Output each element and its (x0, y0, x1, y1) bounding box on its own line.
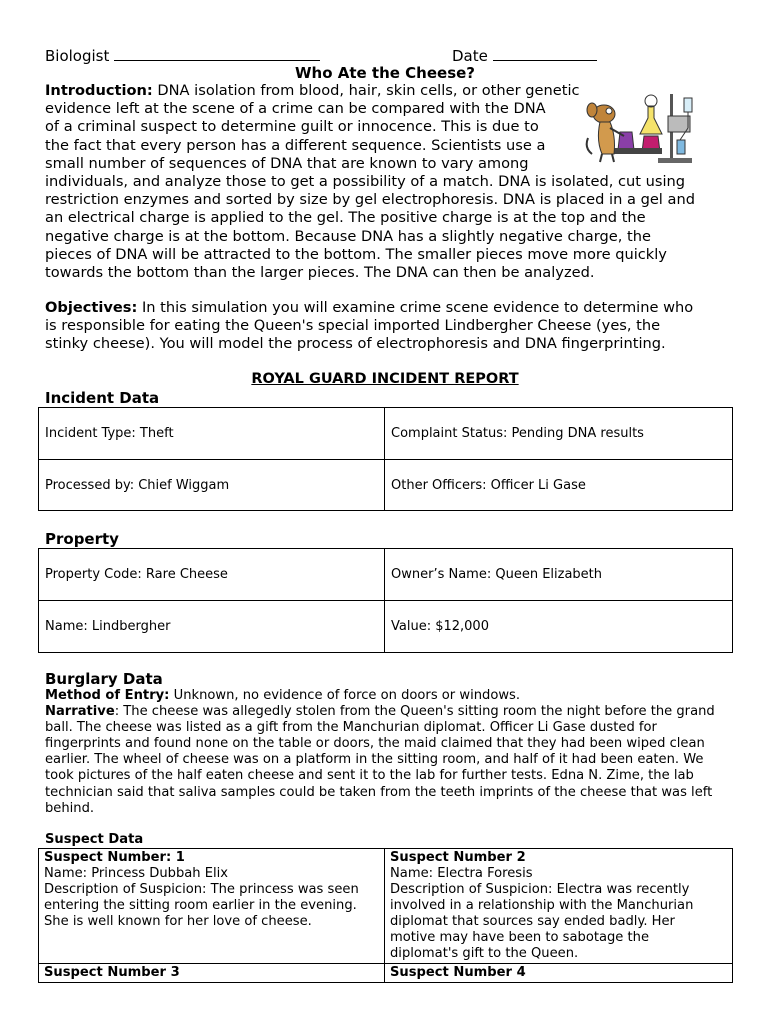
objectives-paragraph (45, 299, 745, 354)
objectives-line: In this simulation you will examine crime scene evidence to determine who (141, 299, 694, 316)
suspect-line: involved in a relationship with the Manchurian (390, 898, 694, 913)
intro-line: individuals, and analyze those to get a possibility of a match. DNA is isolated, cut using (45, 173, 686, 191)
method-label: Method of Entry: (45, 688, 170, 703)
page-title: Who Ate the Cheese? (294, 64, 475, 82)
table-row (39, 408, 733, 460)
intro-line: an electrical charge is applied to the gel. The positive charge is at the top and the (45, 209, 646, 227)
date-blank[interactable] (493, 46, 597, 61)
suspect-3-cell (39, 964, 385, 983)
biologist-field (45, 46, 320, 65)
intro-line: small number of sequences of DNA that are known to vary among (45, 154, 529, 172)
narrative-line: ball. The cheese was listed as a gift from the Manchurian diplomat. Officer Li Gase dusted for (45, 720, 657, 736)
burglary-paragraph (45, 688, 745, 817)
objectives-label: Objectives: (45, 299, 138, 316)
processed-by-cell: Processed by: Chief Wiggam (39, 460, 385, 511)
suspect-line: entering the sitting room earlier in the evening. (44, 898, 357, 913)
burglary-data-heading: Burglary Data (45, 670, 163, 688)
complaint-status-cell: Complaint Status: Pending DNA results (385, 408, 733, 460)
objectives-line: stinky cheese). You will model the process of electrophoresis and DNA fingerprinting. (45, 335, 666, 353)
intro-line: pieces of DNA will be attracted to the bottom. The smaller pieces move more quickly (45, 245, 667, 263)
incident-type-cell: Incident Type: Theft (39, 408, 385, 460)
suspect-line: motive may have been to sabotage the (390, 930, 650, 945)
suspect-3-title: Suspect Number 3 (44, 965, 180, 980)
suspect-line: diplomat that sources say ended badly. Her (390, 914, 675, 929)
suspect-4-title: Suspect Number 4 (390, 965, 526, 980)
method-text: Unknown, no evidence of force on doors or windows. (173, 688, 521, 703)
suspect-line: Description of Suspicion: The princess was seen (44, 882, 359, 897)
narrative-line: fingerprints and found none on the table or doors, the maid claimed that they had been wiped clean (45, 736, 705, 752)
date-field (452, 46, 597, 65)
intro-line: of a criminal suspect to determine guilt or innocence. This is due to (45, 118, 539, 136)
suspect-line: Name: Electra Foresis (390, 866, 533, 881)
property-code-cell: Property Code: Rare Cheese (39, 549, 385, 601)
suspect-line: diplomat's gift to the Queen. (390, 946, 579, 961)
suspect-4-cell (385, 964, 733, 983)
incident-table (38, 407, 733, 511)
table-row (39, 964, 733, 983)
biologist-blank[interactable] (114, 46, 320, 61)
intro-line: DNA isolation from blood, hair, skin cells, or other genetic (157, 82, 580, 99)
intro-line: the fact that every person has a different sequence. Scientists use a (45, 136, 546, 154)
date-label: Date (452, 47, 488, 65)
table-row (39, 549, 733, 601)
other-officers-cell: Other Officers: Officer Li Gase (385, 460, 733, 511)
suspect-data-heading: Suspect Data (45, 832, 144, 847)
suspect-1-title: Suspect Number: 1 (44, 850, 185, 865)
intro-line: evidence left at the scene of a crime can be compared with the DNA (45, 100, 546, 118)
intro-line: restriction enzymes and sorted by size by gel electrophoresis. DNA is placed in a gel and (45, 191, 695, 209)
suspect-table (38, 848, 733, 983)
narrative-line: : The cheese was allegedly stolen from the Queen's sitting room the night before the grand (114, 704, 715, 720)
intro-line: towards the bottom than the larger pieces. The DNA can then be analyzed. (45, 264, 595, 282)
property-table (38, 548, 733, 653)
biologist-label: Biologist (45, 47, 110, 65)
property-name-cell: Name: Lindbergher (39, 601, 385, 653)
suspect-line: She is well known for her love of cheese. (44, 914, 312, 929)
intro-line: negative charge is at the bottom. Because DNA has a slightly negative charge, the (45, 227, 651, 245)
narrative-line: technician said that saliva samples could be taken from the teeth imprints of the cheese that was left (45, 784, 713, 800)
table-row (39, 460, 733, 511)
narrative-line: took pictures of the half eaten cheese and sent it to the lab for further tests. Edna N. Zime, the lab (45, 768, 694, 784)
suspect-2-title: Suspect Number 2 (390, 850, 526, 865)
introduction-label: Introduction: (45, 82, 153, 99)
property-heading: Property (45, 530, 119, 548)
table-row (39, 601, 733, 653)
scientist-cartoon-illustration (584, 88, 700, 168)
suspect-1-cell (39, 849, 385, 964)
suspect-2-cell (385, 849, 733, 964)
owner-name-cell: Owner’s Name: Queen Elizabeth (385, 549, 733, 601)
table-row (39, 849, 733, 964)
narrative-line: earlier. The wheel of cheese was on a platform in the sitting room, and half of it had been eaten. We (45, 752, 704, 768)
suspect-line: Description of Suspicion: Electra was recently (390, 882, 690, 897)
value-cell: Value: $12,000 (385, 601, 733, 653)
objectives-line: is responsible for eating the Queen's special imported Lindbergher Cheese (yes, the (45, 317, 661, 335)
narrative-label: Narrative (45, 704, 115, 720)
report-title: ROYAL GUARD INCIDENT REPORT (251, 371, 519, 387)
incident-data-heading: Incident Data (45, 389, 160, 407)
suspect-line: Name: Princess Dubbah Elix (44, 866, 229, 881)
narrative-line: behind. (45, 800, 95, 816)
